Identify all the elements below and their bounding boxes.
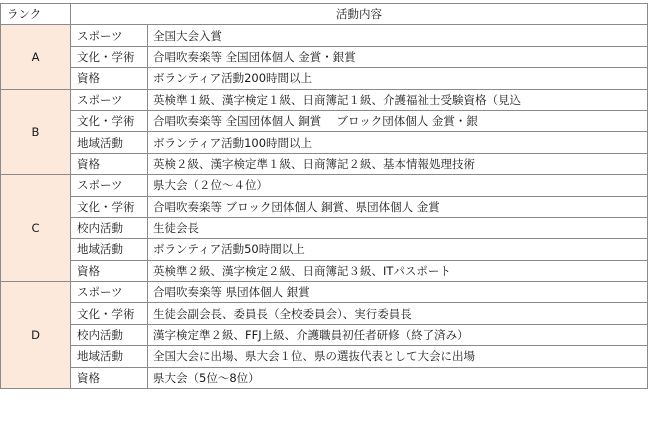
table-row — [1, 110, 648, 131]
category-cell: スポーツ — [71, 175, 148, 196]
table-row — [1, 175, 648, 196]
activity-content-cell: 英検２級、漢字検定準１級、日商簿記２級、基本情報処理技術 — [148, 153, 648, 174]
category-cell: 文化・学術 — [71, 110, 148, 131]
table-row — [1, 303, 648, 324]
activity-content-cell: 合唱吹奏楽等 ブロック団体個人 銅賞、県団体個人 金賞 — [148, 196, 648, 217]
category-cell: スポーツ — [71, 89, 148, 110]
rank-column-header: ランク — [1, 4, 71, 25]
category-cell: 校内活動 — [71, 217, 148, 238]
table-row — [1, 196, 648, 217]
activity-content-cell: ボランティア活動100時間以上 — [148, 132, 648, 153]
table-body — [1, 25, 648, 389]
category-cell: 文化・学術 — [71, 196, 148, 217]
table-row — [1, 25, 648, 46]
rank-cell: B — [1, 89, 71, 175]
table-row — [1, 89, 648, 110]
category-cell: 地域活動 — [71, 132, 148, 153]
category-cell: 地域活動 — [71, 239, 148, 260]
activity-rank-table — [0, 3, 648, 389]
table-row — [1, 324, 648, 345]
category-cell: スポーツ — [71, 282, 148, 303]
category-cell: 地域活動 — [71, 346, 148, 367]
table-row — [1, 68, 648, 89]
activity-content-cell: 全国大会入賞 — [148, 25, 648, 46]
table-row — [1, 346, 648, 367]
category-cell: 資格 — [71, 367, 148, 388]
activity-content-cell: 県大会（5位～8位） — [148, 367, 648, 388]
activity-content-cell: 生徒会長 — [148, 217, 648, 238]
activity-content-cell: 生徒会副会長、委員長（全校委員会）、実行委員長 — [148, 303, 648, 324]
activity-content-cell: 漢字検定準２級、FFJ上級、介護職員初任者研修（終了済み） — [148, 324, 648, 345]
table-row — [1, 367, 648, 388]
table-row — [1, 217, 648, 238]
table-row — [1, 46, 648, 67]
rank-cell: A — [1, 25, 71, 89]
activity-content-cell: 合唱吹奏楽等 県団体個人 銀賞 — [148, 282, 648, 303]
activity-content-cell: 全国大会に出場、県大会１位、県の選抜代表として大会に出場 — [148, 346, 648, 367]
rank-cell: C — [1, 175, 71, 282]
table-row — [1, 260, 648, 281]
activity-content-cell: ボランティア活動200時間以上 — [148, 68, 648, 89]
header-row — [1, 4, 648, 25]
activity-content-cell: 英検準２級、漢字検定２級、日商簿記３級、ITパスポート — [148, 260, 648, 281]
category-cell: 校内活動 — [71, 324, 148, 345]
table-row — [1, 132, 648, 153]
table-row — [1, 239, 648, 260]
category-cell: 文化・学術 — [71, 46, 148, 67]
category-cell: 資格 — [71, 260, 148, 281]
category-cell: 文化・学術 — [71, 303, 148, 324]
table-row — [1, 153, 648, 174]
rank-cell: D — [1, 282, 71, 389]
activity-content-cell: 英検準１級、漢字検定１級、日商簿記１級、介護福祉士受験資格（見込 — [148, 89, 648, 110]
activity-content-cell: ボランティア活動50時間以上 — [148, 239, 648, 260]
table-row — [1, 282, 648, 303]
category-cell: スポーツ — [71, 25, 148, 46]
category-cell: 資格 — [71, 68, 148, 89]
activity-content-cell: 合唱吹奏楽等 全国団体個人 金賞・銀賞 — [148, 46, 648, 67]
content-column-header: 活動内容 — [71, 4, 648, 25]
category-cell: 資格 — [71, 153, 148, 174]
activity-content-cell: 合唱吹奏楽等 全国団体個人 銅賞 ブロック団体個人 金賞・銀 — [148, 110, 648, 131]
activity-content-cell: 県大会（２位～４位） — [148, 175, 648, 196]
